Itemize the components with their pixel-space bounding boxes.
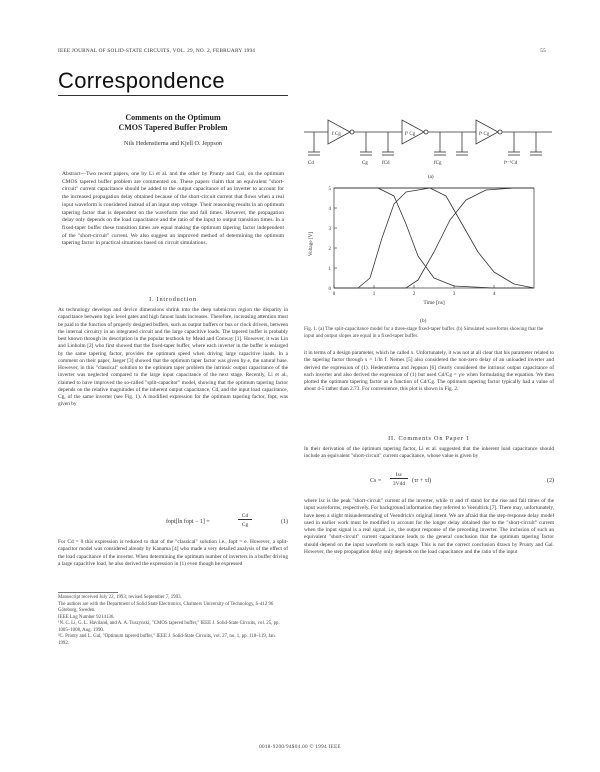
intro-heading: I. Introduction [149,296,197,303]
figure-1a-label: (a) [428,175,434,180]
y-tick-label: 3 [328,226,331,232]
y-tick-label: 0 [328,286,331,292]
page-number: 55 [540,48,546,54]
equation-2 [304,472,554,492]
figure-caption: Fig. 1. (a) The split-capacitance model for a three-stage fixed-taper buffer. (b) Simulated waveforms showing that the input and output slopes are equal in a fixed-taper buffer. [304,326,544,339]
stage-label-2: f² Cg [405,132,416,137]
section-title: Correspondence [58,68,225,93]
x-tick-label: 2 [412,292,416,297]
y-ticks [329,187,338,292]
equation-1 [58,513,288,533]
equation-1-denominator: Cg [241,522,249,528]
copyright-footer: 0018-9200/94$04.00 © 1994 IEEE [259,744,341,750]
x-tick-label: 4 [492,292,496,297]
stage-label-3: fⁿ Cg [479,132,490,137]
y-tick-label: 5 [328,186,331,192]
equation-1-lhs: fopt[ln fopt − 1] = [166,519,210,525]
equation-2-numerator: Isc [390,472,408,479]
running-head [58,48,546,54]
section-rule [58,95,288,96]
footnotes [58,592,288,647]
x-tick-label: 3 [452,292,456,297]
cap-label-4: fCg [434,161,442,166]
plot-frame [334,188,534,288]
figure-1b-label: (b) [420,318,427,324]
footnote-ieee-log: IEEE Log Number 9214136. [58,614,115,620]
x-tick-label: 0 [332,292,336,297]
article-authors: Nils Hedenstierna and Kjell O. Jeppson [124,140,222,147]
intro-paragraph-1: As technology develops and device dimensions shrink into the deep submicron region the disparity in capacitance between logic level gates and high fanout loads increases. Therefore, increasing attention must be paid to the function of properly designed buffers, such as output buffers or bus or clock drivers, between the internal circuitry in an integrated circuit and the large capacitive loads. The tapered buffer is probably best known through its description in the popular textbook by Mead and Conway [1]. However, it was Lin and Linholm [2] who first showed that the fixed-taper buffer, where each inverter in the buffer is enlarged by the same tapering factor, provides the optimum speed when driving large capacitive loads. In a comment on their paper, Jaeger [3] showed that the optimum taper factor was given by e, the natural base. However, in this "classical" solution to the optimum taper problem the intrinsic output capacitance of the inverter was neglected compared to the large input capacitance of the next stage. Recently, Li et al., claimed to have improved the so-called "split-capacitor" model, showing that the optimum tapering factor depends on the relative magnitudes of the inherent output capacitance, Cd, and the input load capacitance, Cg, of the same inverter (see Fig. 1). A modified expression for the optimum tapering factor, fopt, was given by [58,307,288,408]
abstract: Abstract—Two recent papers, one by Li et al. and the other by Prunty and Gal, on the optimum CMOS tapered buffer problem are commented on. These papers claim that an equivalent "short-circuit" current capacitance should be added to the output capacitance of an inverter to account for the increased propagation delay obtained because of the short-circuit current that flows when a real input waveform is considered instead of an input step voltage. Their reasoning results in an optimum tapering factor that is dependent on the waveform rise and fall times. However, the propagation delay only depends on the load capacitance and the ratio of the input to output transition times. In a fixed-taper buffer these transition times are equal making the optimum tapering factor independent of the "short-circuit" current. We also suggest an improved method of determining the optimum tapering factor in practical situations based on circuit simulations. [62,171,284,247]
y-tick-label: 2 [328,246,331,252]
footnote-ref-2: ²C. Prunty and L. Gal, "Optimum tapered buffer," IEEE J. Solid-State Circuits, vol. 27, no. 1, pp. 118–119, Jan. 1992. [58,634,276,646]
figure-1b-chart [304,182,554,312]
cap-label-5: fⁿ⁻¹Cd [504,161,518,166]
y-axis-label: Voltage [V] [308,231,314,257]
article-title [58,113,288,133]
intro-paragraph-2: For Cd = 0 this expression is reduced to that of the "classical" solution i.e., fopt = e. However, a split-capacitor model was considered already by Kanuma [4] who made a very detailed analysis of the effect of the load capacitance of the inverter. When determining the optimum number of inverters in a buffer driving a large capacitive load, he also derived the expression in (1) even though he expressed [58,539,288,567]
equation-2-number: (2) [547,478,554,484]
running-head-text: IEEE JOURNAL OF SOLID-STATE CIRCUITS, VOL. 29, NO. 2, FEBRUARY 1994 [58,48,256,54]
equation-1-number: (1) [281,519,288,525]
section-2-heading: II. Comments On Paper 1 [388,435,470,442]
article-title-line1: Comments on the Optimum [125,113,221,122]
footnote-received: Manuscript received July 22, 1993; revised September 7, 1993. [58,595,182,600]
stage-label-1: f Cg [332,132,341,137]
waveform-line-1 [334,188,534,288]
equation-2-lhs: Cs = [370,478,382,484]
footnote-ref-1: ¹N. C. Li, G. L. Haviland, and A. A. Tuszynski, "CMOS tapered buffer," IEEE J. Solid-State Circuits, vol. 25, pp. 1005–1008, Aug. 1990. [58,621,280,633]
right-paragraph-2: In their derivation of the optimum tapering factor, Li et al. suggested that the inherent load capacitance should include an equivalent "short-circuit" current capacitance, whose value is given by [304,446,554,460]
footnote-rule [58,592,118,593]
y-tick-label: 1 [328,266,331,272]
waveform-line-2 [334,188,534,288]
equation-2-rhs: (τr + τf) [412,478,432,484]
x-axis-label: Time [ns] [423,300,445,306]
article-title-line2: CMOS Tapered Buffer Problem [118,123,228,132]
waveform-series [334,188,534,288]
equation-2-denominator: 3Vdd [392,481,406,487]
waveform-line-4 [334,188,534,288]
y-tick-label: 4 [328,206,331,212]
right-paragraph-1: it in terms of a design parameter, which he called x. Unfortunately, it was not at all clear that his parameter related to the tapering factor through x = 1/ln f. Nemes [5] also considered the non-zero delay of an unloaded inverter and derived the expression of (1). Hedenstierna and Jeppson [6] clearly considered the intrinsic output capacitance of each inverter and also derived the expression of (1) but used Cd/Cg = γ/e when formulating the equation. We then plotted the optimum tapering factor as a function of Cd/Cg. The optimum tapering factor typically had a value of about 4-5 rather than 2.73. For convenience, this plot is shown in Fig. 2. [304,350,554,393]
figure-1a-circuit [304,110,554,182]
right-paragraph-3: where Isc is the peak "short-circuit" current of the inverter, while τr and τf stand for the rise and fall times of the input waveforms, respectively. For background information they referred to Veendrick [7]. There may, unfortunately, have been a slight misunderstanding of Veendrick's original intent. We are afraid that the step-response delay model used in earlier work must be modified to account for the longer delay obtained due to the "short-circuit" current when the input signal is a real signal, i.e., the output response of the preceding inverter. The inclusion of such an equivalent "short-circuit" current capacitance leads to the general conclusion that the optimum tapering factor should depend on the input waveform to each stage. This is not the correct conclusion drawn by Prunty and Gal. However, the step propagation delay only depends on the load capacitance and the ratio of the input [304,498,554,555]
x-tick-label: 1 [372,292,376,297]
waveform-line-3 [334,188,534,288]
footnote-affiliation: The authors are with the Department of Solid State Electronics, Chalmers University of Technology, S-412 96 Göteborg, Sweden. [58,601,274,613]
cap-label-3: fCd [382,161,390,166]
equation-1-numerator: Cd [238,513,252,520]
cap-label-2: Cg [362,161,368,166]
cap-label-1: Cd [308,161,314,166]
